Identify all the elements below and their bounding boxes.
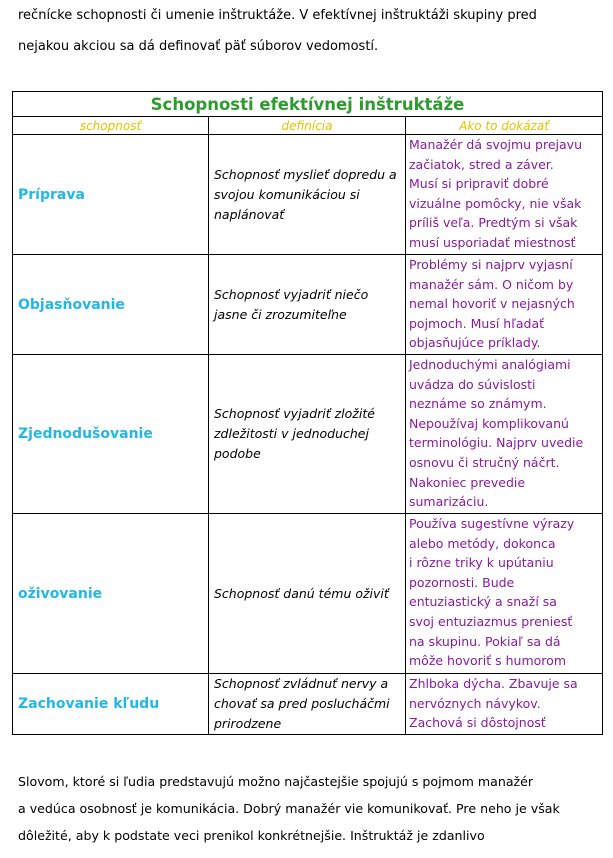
how-line: Musí si pripraviť dobré [409,176,549,192]
how-line: sumarizáciu. [409,494,489,510]
table-row [13,135,603,255]
how-line: manažér sám. O ničom by [409,276,574,292]
row-how [406,135,603,255]
how-line: terminológiu. Najprv uvedie [409,435,584,451]
how-line: môže hovoriť s humorom [409,653,566,669]
header-definition: definícia [209,117,406,135]
how-line: Zachová si dôstojnosť [409,715,546,731]
how-line: entuziastický a snaží sa [409,594,557,610]
outro-line-3: dôležité, aby k podstate veci prenikol konkrétnejšie. Inštruktáž je zdanlivo [18,828,485,843]
row-definition: Schopnosť danú tému oživiť [209,514,406,674]
row-how [406,674,603,735]
table-row [13,514,603,674]
outro-line-2: a vedúca osobnosť je komunikácia. Dobrý manažér vie komunikovať. Pre neho je však [18,801,560,816]
skills-table [12,91,603,735]
outro-paragraph [18,768,603,849]
how-line: nervóznych návykov. [409,695,541,711]
row-definition: Schopnosť myslieť dopredu a svojou komunikáciou si naplánovať [209,135,406,255]
how-line: Jednoduchými analógiami [409,357,571,372]
row-term: Zachovanie kľudu [13,674,209,735]
how-line: i rôzne triky k upútaniu [409,555,554,571]
how-line: na skupinu. Pokiaľ sa dá [409,633,561,649]
how-line: Manažér dá svojmu prejavu [409,137,583,152]
how-line: musí usporiadať miestnosť [409,234,576,250]
header-how: Ako to dokázať [406,117,603,135]
outro-line-1: Slovom, ktoré si ľudia predstavujú možno najčastejšie spojujú s pojmom manažér [18,774,534,789]
how-line: pojmoch. Musí hľadať [409,315,545,331]
how-line: pozornosti. Bude [409,574,515,590]
how-line: Zhlboka dýcha. Zbavuje sa [409,676,578,691]
header-skill: schopnosť [13,117,209,135]
row-term: Príprava [13,135,209,255]
row-definition: Schopnosť zvládnuť nervy a chovať sa pred poslucháčmi prirodzene [209,674,406,735]
how-line: svoj entuziazmus preniesť [409,613,573,629]
row-term: Objasňovanie [13,255,209,355]
how-line: neznáme so známym. [409,396,547,412]
intro-paragraph [18,0,603,62]
how-line: nemal hovoriť v nejasných [409,296,575,312]
table-row [13,355,603,514]
intro-line-1: rečnícke schopnosti či umenie inštruktáže. V efektívnej inštruktáži skupiny pred [18,8,537,23]
how-line: Nepoužívaj komplikovanú [409,415,569,431]
how-line: osnovu či stručný náčrt. [409,454,560,470]
row-term: Zjednodušovanie [13,355,209,514]
row-definition: Schopnosť vyjadriť zložité zdležitosti v jednoduchej podobe [209,355,406,514]
table-row [13,255,603,355]
row-definition: Schopnosť vyjadriť niečo jasne či zrozumiteľne [209,255,406,355]
how-line: Používa sugestívne výrazy [409,516,575,531]
table-title: Schopnosti efektívnej inštruktáže [13,92,603,117]
row-how [406,355,603,514]
how-line: uvádza do súvislosti [409,376,536,392]
table-row [13,674,603,735]
intro-line-2: nejakou akciou sa dá definovať päť súborov vedomostí. [18,39,379,54]
row-how [406,514,603,674]
how-line: Problémy si najprv vyjasní [409,257,573,272]
how-line: Nakoniec prevedie [409,474,526,490]
how-line: vizuálne pomôcky, nie však [409,195,582,211]
how-line: začiatok, stred a záver. [409,156,554,172]
how-line: alebo metódy, dokonca [409,535,556,551]
how-line: objasňujúce príklady. [409,335,541,351]
row-how [406,255,603,355]
how-line: príliš veľa. Predtým si však [409,215,578,231]
row-term: oživovanie [13,514,209,674]
